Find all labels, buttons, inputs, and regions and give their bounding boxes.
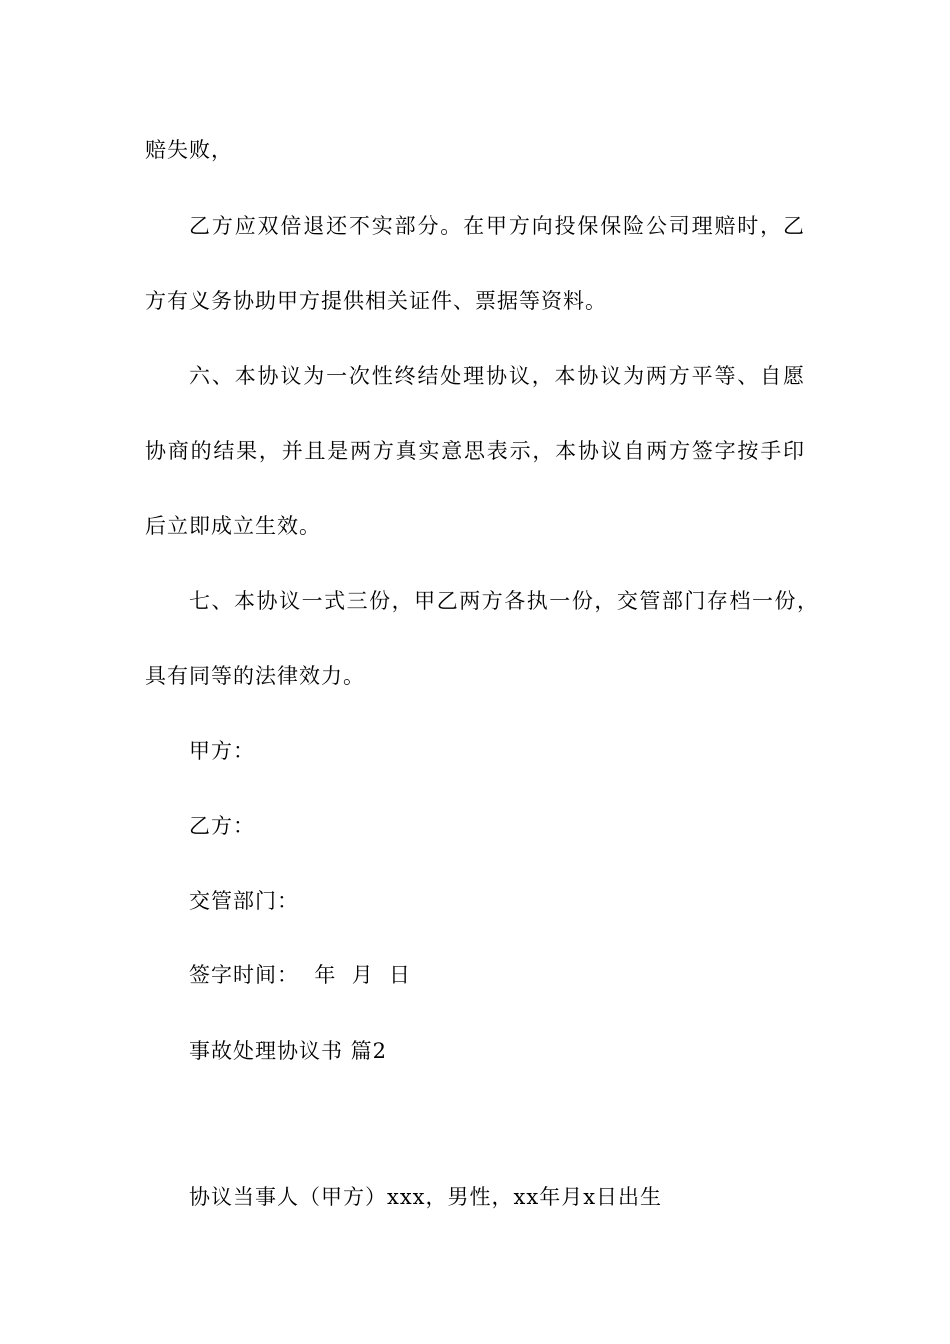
party-a-label: 甲方：	[189, 739, 255, 763]
sign-time-label: 签字时间： 年 月 日	[189, 963, 412, 987]
text-line-2: 乙方应双倍退还不实部分。在甲方向投保保险公司理赔时，乙	[189, 214, 805, 238]
text-line-1: 赔失败，	[145, 138, 233, 162]
section-title: 事故处理协议书 篇2	[189, 1039, 388, 1063]
text-line-6: 后立即成立生效。	[145, 514, 321, 538]
party-b-label: 乙方：	[189, 814, 255, 838]
text-line-5: 协商的结果，并且是两方真实意思表示，本协议自两方签字按手印	[145, 439, 805, 463]
party-intro: 协议当事人（甲方）xxx，男性，xx年月x日出生	[189, 1185, 663, 1209]
text-line-3: 方有义务协助甲方提供相关证件、票据等资料。	[145, 289, 607, 313]
text-line-4: 六、本协议为一次性终结处理协议，本协议为两方平等、自愿	[189, 364, 805, 388]
text-line-8: 具有同等的法律效力。	[145, 664, 365, 688]
traffic-dept-label: 交管部门：	[189, 889, 299, 913]
text-line-7: 七、本协议一式三份，甲乙两方各执一份，交管部门存档一份，	[189, 589, 819, 613]
